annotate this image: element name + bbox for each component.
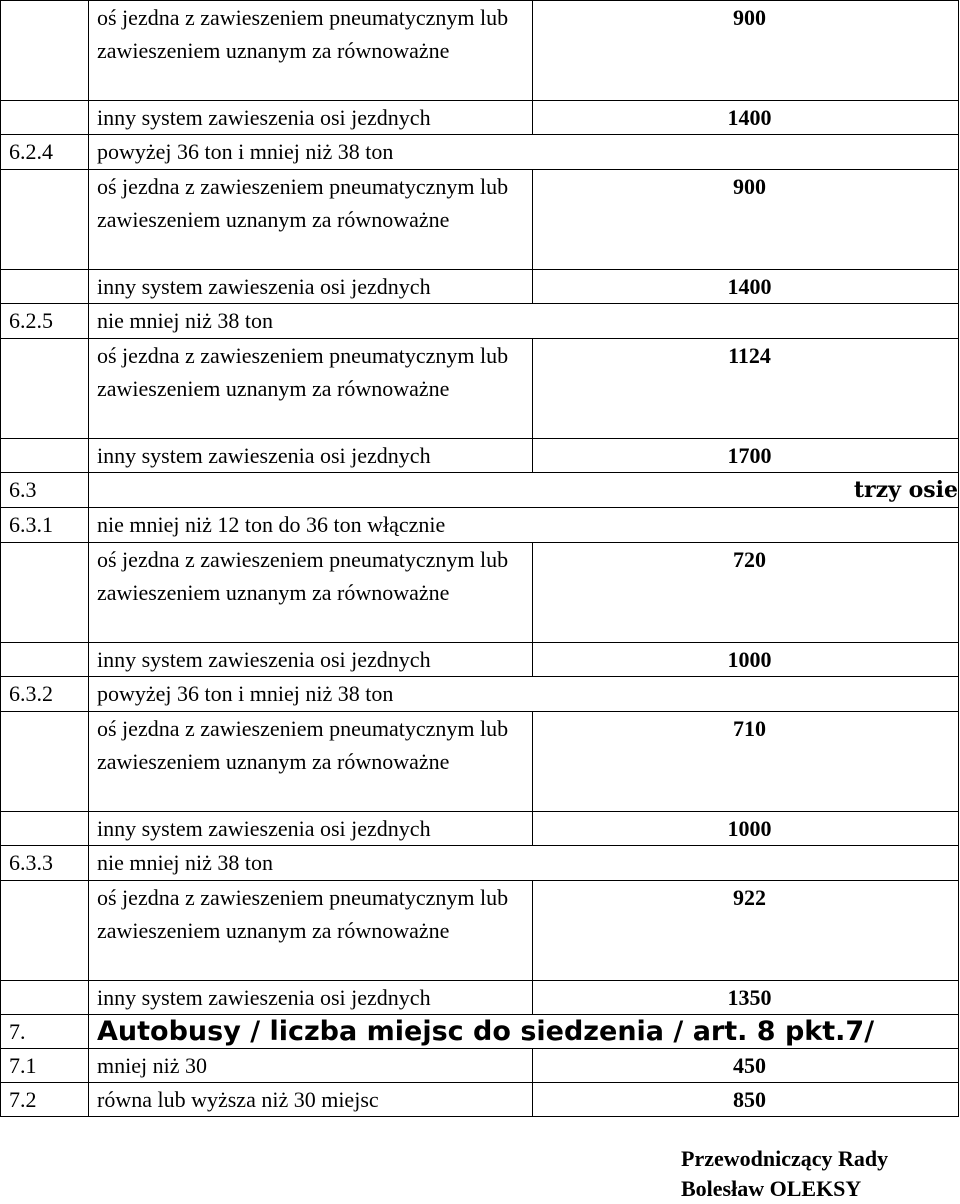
row-amount: 900: [533, 1, 959, 101]
row-number: [1, 439, 89, 473]
row-number: [1, 101, 89, 135]
row-description: równa lub wyższa niż 30 miejsc: [89, 1083, 533, 1117]
row-number: [1, 881, 89, 981]
row-number: [1, 643, 89, 677]
signature-title: Przewodniczący Rady: [681, 1146, 889, 1171]
table-row: [1, 170, 959, 270]
row-number: 6.2.4: [1, 135, 89, 170]
row-number: [1, 339, 89, 439]
section-row: [1, 135, 959, 170]
table-row: [1, 543, 959, 643]
table-row: [1, 1049, 959, 1083]
row-description: oś jezdna z zawieszeniem pneumatycznym lub zawieszeniem uznanym za równoważne: [89, 881, 533, 981]
section-row: [1, 846, 959, 881]
table-row: [1, 439, 959, 473]
row-description: inny system zawieszenia osi jezdnych: [89, 101, 533, 135]
section-description: powyżej 36 ton i mniej niż 38 ton: [89, 135, 959, 170]
table-row: [1, 101, 959, 135]
row-amount: 922: [533, 881, 959, 981]
section-description: powyżej 36 ton i mniej niż 38 ton: [89, 677, 959, 712]
table-row: [1, 270, 959, 304]
section-description: nie mniej niż 38 ton: [89, 846, 959, 881]
section-row: [1, 677, 959, 712]
row-description: oś jezdna z zawieszeniem pneumatycznym lub zawieszeniem uznanym za równoważne: [89, 1, 533, 101]
row-amount: 1400: [533, 270, 959, 304]
table-row: [1, 1, 959, 101]
row-description: oś jezdna z zawieszeniem pneumatycznym lub zawieszeniem uznanym za równoważne: [89, 170, 533, 270]
signature-block: [681, 1144, 888, 1204]
category-heading: Autobusy / liczba miejsc do siedzenia / art. 8 pkt.7/: [89, 1015, 959, 1049]
row-number: 7.: [1, 1015, 89, 1049]
row-number: 6.2.5: [1, 304, 89, 339]
category-heading: trzy osie: [89, 473, 959, 508]
row-description: inny system zawieszenia osi jezdnych: [89, 981, 533, 1015]
row-description: inny system zawieszenia osi jezdnych: [89, 812, 533, 846]
row-amount: 1000: [533, 643, 959, 677]
row-number: [1, 170, 89, 270]
row-number: 6.3.2: [1, 677, 89, 712]
row-description: oś jezdna z zawieszeniem pneumatycznym lub zawieszeniem uznanym za równoważne: [89, 712, 533, 812]
row-description: inny system zawieszenia osi jezdnych: [89, 270, 533, 304]
row-amount: 1700: [533, 439, 959, 473]
section-description: nie mniej niż 12 ton do 36 ton włącznie: [89, 508, 959, 543]
table-row: [1, 712, 959, 812]
table-row: [1, 1083, 959, 1117]
section-description: nie mniej niż 38 ton: [89, 304, 959, 339]
section-row: [1, 304, 959, 339]
row-amount: 1400: [533, 101, 959, 135]
section-row: [1, 508, 959, 543]
row-number: [1, 712, 89, 812]
row-amount: 900: [533, 170, 959, 270]
row-amount: 720: [533, 543, 959, 643]
row-number: [1, 1, 89, 101]
row-number: 7.2: [1, 1083, 89, 1117]
table-row: [1, 981, 959, 1015]
row-number: 6.3.3: [1, 846, 89, 881]
row-number: [1, 270, 89, 304]
row-amount: 1350: [533, 981, 959, 1015]
row-amount: 710: [533, 712, 959, 812]
category-row: [1, 473, 959, 508]
row-amount: 850: [533, 1083, 959, 1117]
row-amount: 1124: [533, 339, 959, 439]
table-row: [1, 881, 959, 981]
row-number: [1, 981, 89, 1015]
table-row: [1, 643, 959, 677]
signature-name: Bolesław OLEKSY: [681, 1176, 862, 1201]
table-row: [1, 339, 959, 439]
category-row: [1, 1015, 959, 1049]
row-description: mniej niż 30: [89, 1049, 533, 1083]
row-description: inny system zawieszenia osi jezdnych: [89, 439, 533, 473]
row-number: [1, 812, 89, 846]
table-row: [1, 812, 959, 846]
row-amount: 450: [533, 1049, 959, 1083]
row-number: 6.3: [1, 473, 89, 508]
row-number: 7.1: [1, 1049, 89, 1083]
row-amount: 1000: [533, 812, 959, 846]
row-description: inny system zawieszenia osi jezdnych: [89, 643, 533, 677]
row-number: 6.3.1: [1, 508, 89, 543]
row-description: oś jezdna z zawieszeniem pneumatycznym lub zawieszeniem uznanym za równoważne: [89, 543, 533, 643]
row-number: [1, 543, 89, 643]
row-description: oś jezdna z zawieszeniem pneumatycznym lub zawieszeniem uznanym za równoważne: [89, 339, 533, 439]
